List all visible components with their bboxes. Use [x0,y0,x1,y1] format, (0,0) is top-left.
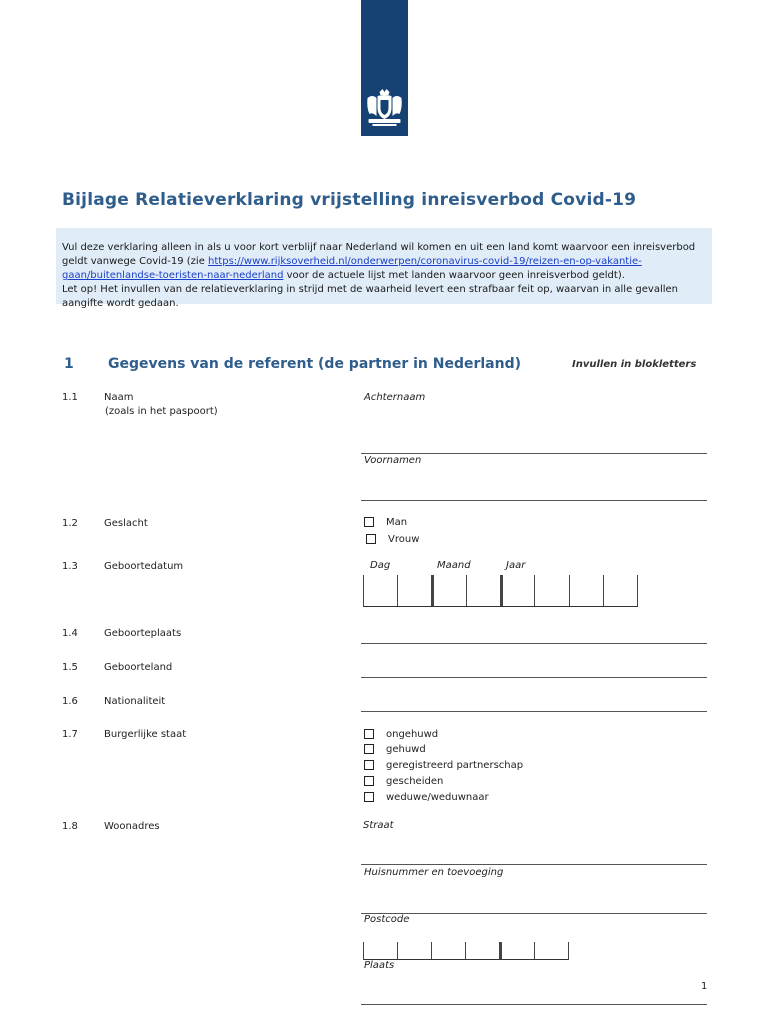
geboorteplaats-input-line[interactable] [361,643,707,644]
jaar-label: Jaar [506,560,526,571]
field-label-geboorteplaats: Geboorteplaats [104,628,182,639]
section-title: Gegevens van de referent (de partner in Nederland) [108,356,522,372]
field-number-1-2: 1.2 [62,518,78,529]
field-number-1-6: 1.6 [62,696,78,707]
postcode-label: Postcode [364,914,410,925]
straat-label: Straat [363,820,394,831]
maand-label: Maand [437,560,471,571]
voornamen-input-line[interactable] [361,500,707,501]
checkbox-gehuwd[interactable]: gehuwd [364,744,426,755]
field-label-woonadres: Woonadres [104,821,160,832]
warning-line-2: aangifte wordt gedaan. [62,298,179,309]
field-number-1-5: 1.5 [62,662,78,673]
field-number-1-3: 1.3 [62,561,78,572]
warning-line-1: Let op! Het invullen van de relatieverklaring in strijd met de waarheid levert een strafbaar feit op, waarvan in alle gevallen [62,284,679,295]
field-label-naam: Naam (zoals in het paspoort) [104,392,218,417]
field-number-1-8: 1.8 [62,821,78,832]
intro-line-2: geldt vanwege Covid-19 (zie https://www.rijksoverheid.nl/onderwerpen/coronavirus-covid-19/reizen-en-op-vakantie- [62,256,642,267]
postcode-boxes[interactable] [363,942,569,960]
checkbox-vrouw[interactable]: Vrouw [366,534,419,545]
checkbox-square-icon[interactable] [364,792,374,802]
huisnummer-input-line[interactable] [361,913,707,914]
checkbox-man[interactable]: Man [364,517,407,528]
page-number: 1 [701,981,708,992]
plaats-input-line[interactable] [361,1004,707,1005]
checkbox-gescheiden[interactable]: gescheiden [364,776,443,787]
achternaam-input-line[interactable] [361,453,707,454]
checkbox-square-icon[interactable] [364,760,374,770]
geboortedatum-boxes[interactable] [363,575,638,607]
intro-line-1: Vul deze verklaring alleen in als u voor kort verblijf naar Nederland wil komen en uit een land komt waarvoor een inreisverbod [62,242,696,253]
covid-countries-link-cont[interactable]: gaan/buitenlandse-toeristen-naar-nederland [62,270,284,281]
page-title: Bijlage Relatieverklaring vrijstelling inreisverbod Covid-19 [62,190,637,210]
field-label-geslacht: Geslacht [104,518,148,529]
geboorteland-input-line[interactable] [361,677,707,678]
checkbox-square-icon[interactable] [364,776,374,786]
checkbox-square-icon[interactable] [366,534,376,544]
achternaam-label: Achternaam [364,392,426,403]
checkbox-square-icon[interactable] [364,517,374,527]
covid-countries-link[interactable]: https://www.rijksoverheid.nl/onderwerpen/coronavirus-covid-19/reizen-en-op-vakantie- [208,256,642,267]
straat-input-line[interactable] [361,864,707,865]
huisnummer-label: Huisnummer en toevoeging [364,867,504,878]
plaats-label: Plaats [364,960,395,971]
field-label-geboorteland: Geboorteland [104,662,173,673]
checkbox-weduwe-weduwnaar[interactable]: weduwe/weduwnaar [364,792,489,803]
field-label-nationaliteit: Nationaliteit [104,696,166,707]
section-note: Invullen in blokletters [572,359,697,370]
field-label-geboortedatum: Geboortedatum [104,561,184,572]
field-number-1-7: 1.7 [62,729,78,740]
dag-label: Dag [370,560,391,571]
field-number-1-1: 1.1 [62,392,78,403]
intro-text [62,241,714,311]
field-number-1-4: 1.4 [62,628,78,639]
checkbox-square-icon[interactable] [364,729,374,739]
section-number: 1 [64,356,74,372]
voornamen-label: Voornamen [364,455,422,466]
checkbox-square-icon[interactable] [364,744,374,754]
coat-of-arms-icon [364,88,405,128]
nationaliteit-input-line[interactable] [361,711,707,712]
intro-line-3: gaan/buitenlandse-toeristen-naar-nederland voor de actuele lijst met landen waarvoor geen inreisverbod geldt). [62,270,625,281]
checkbox-geregistreerd-partnerschap[interactable]: geregistreerd partnerschap [364,760,523,771]
checkbox-ongehuwd[interactable]: ongehuwd [364,729,438,740]
field-label-burgerlijke-staat: Burgerlijke staat [104,729,187,740]
